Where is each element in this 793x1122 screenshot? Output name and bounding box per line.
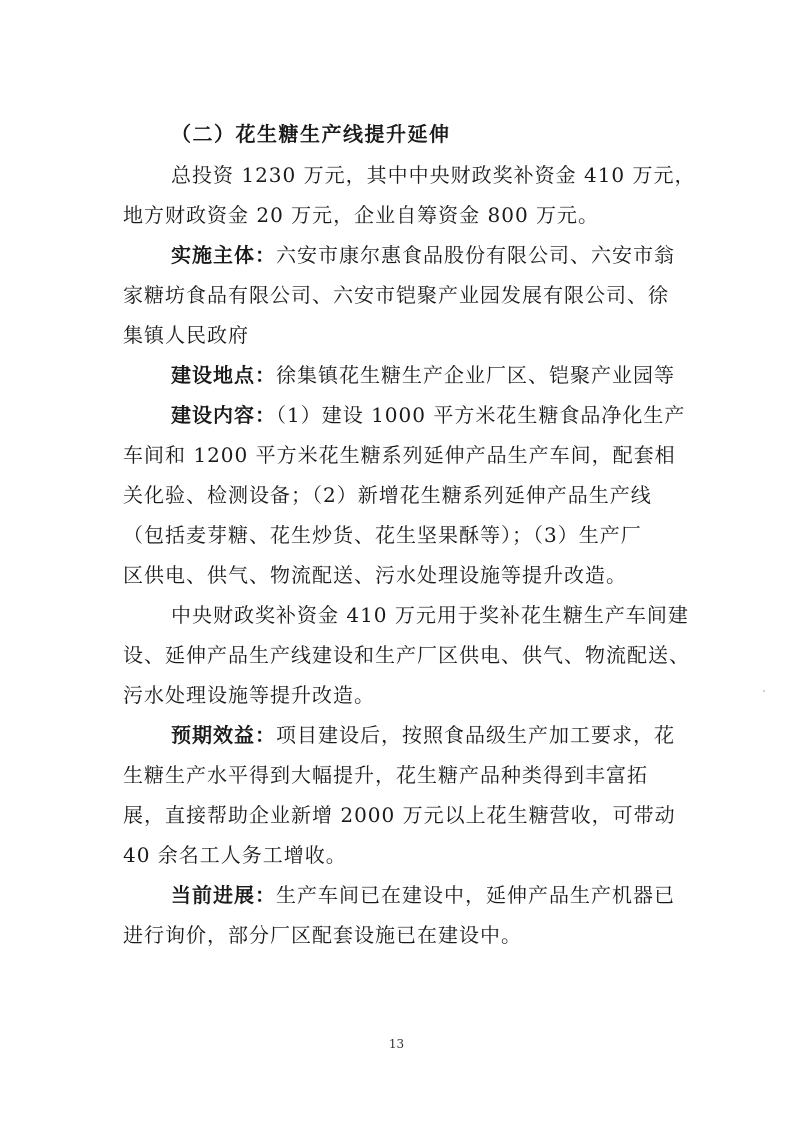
progress-line-1 (0, 875, 793, 915)
investment-line-2: 地方财政资金 20 万元，企业自筹资金 800 万元。 (123, 203, 600, 227)
location-label: 建设地点： (171, 363, 276, 387)
content-line-5: 区供电、供气、物流配送、污水处理设施等提升改造。 (123, 563, 627, 587)
implementer-line-2: 家糖坊食品有限公司、六安市铠聚产业园发展有限公司、徐 (123, 283, 669, 307)
benefits-line-1 (0, 715, 793, 755)
central-funds-line-3: 污水处理设施等提升改造。 (123, 683, 375, 707)
progress-line-2: 进行询价，部分厂区配套设施已在建设中。 (123, 923, 522, 947)
content-line-4: （包括麦芽糖、花生炒货、花生坚果酥等）；（3）生产厂 (123, 523, 642, 547)
implementer-line-3: 集镇人民政府 (123, 323, 249, 347)
location-text-1: 徐集镇花生糖生产企业厂区、铠聚产业园等 (276, 363, 675, 387)
central-funds-line-2: 设、延伸产品生产线建设和生产厂区供电、供气、物流配送、 (123, 643, 690, 667)
content-line-2: 车间和 1200 平方米花生糖系列延伸产品生产车间，配套相 (123, 443, 676, 467)
benefits-line-4: 40 余名工人务工增收。 (123, 843, 347, 867)
benefits-line-2: 生糖生产水平得到大幅提升，花生糖产品种类得到丰富拓 (123, 763, 648, 787)
content-line-3: 关化验、检测设备；（2）新增花生糖系列延伸产品生产线 (123, 483, 652, 507)
investment-line-1: 总投资 1230 万元，其中中央财政奖补资金 410 万元， (171, 163, 696, 187)
content-label: 建设内容： (171, 403, 276, 427)
progress-text-1: 生产车间已在建设中，延伸产品生产机器已 (276, 883, 675, 907)
implementer-line-1 (0, 235, 793, 275)
benefits-line-3: 展，直接帮助企业新增 2000 万元以上花生糖营收，可带动 (123, 803, 676, 827)
section-heading: （二）花生糖生产线提升延伸 (171, 122, 451, 146)
content-line-1 (0, 395, 793, 435)
scan-speck (763, 690, 765, 692)
implementer-label: 实施主体： (171, 243, 276, 267)
location-line-1 (0, 355, 793, 395)
implementer-text-1: 六安市康尔惠食品股份有限公司、六安市翁 (276, 243, 675, 267)
progress-label: 当前进展： (171, 883, 276, 907)
benefits-text-1: 项目建设后，按照食品级生产加工要求，花 (276, 723, 675, 747)
central-funds-line-1: 中央财政奖补资金 410 万元用于奖补花生糖生产车间建 (171, 603, 689, 627)
content-text-1: （1）建设 1000 平方米花生糖食品净化生产 (276, 403, 686, 427)
benefits-label: 预期效益： (171, 723, 276, 747)
page-number: 13 (388, 1037, 405, 1051)
